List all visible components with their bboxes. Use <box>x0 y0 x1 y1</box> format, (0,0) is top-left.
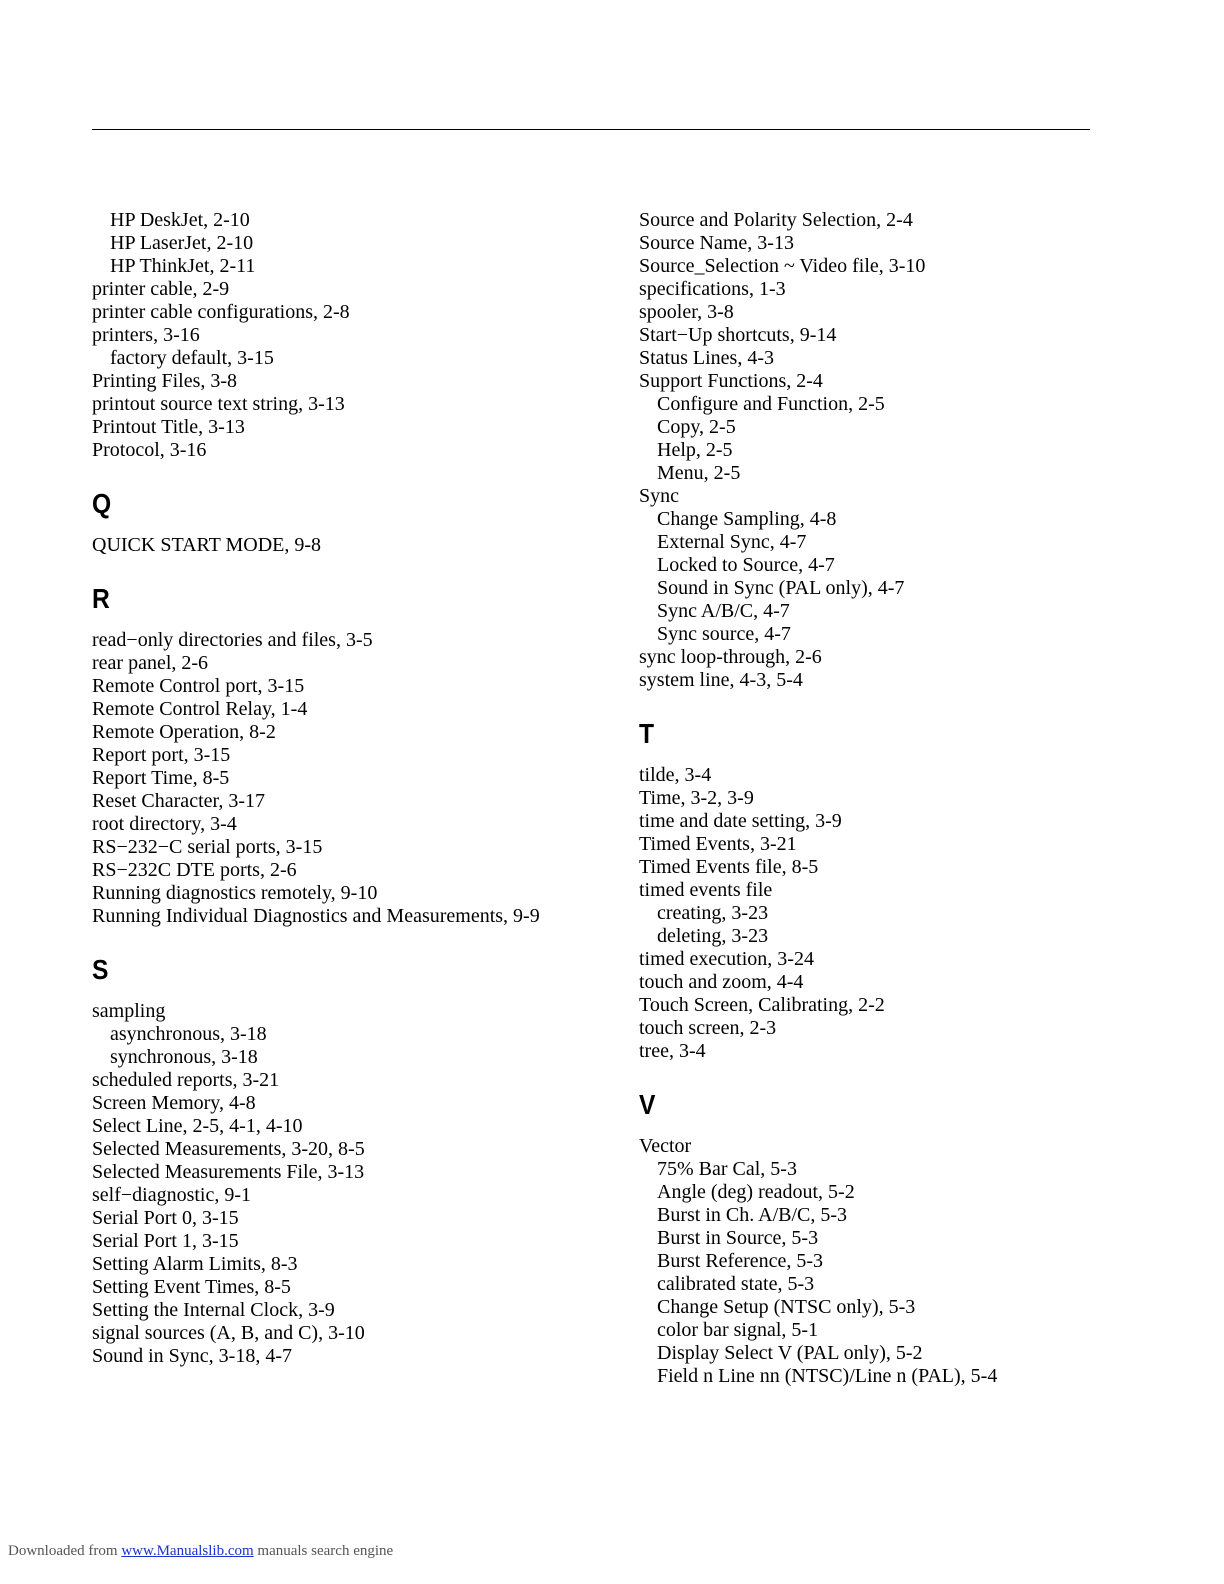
index-subentry: creating, 3-23 <box>657 902 769 924</box>
index-entry: Source Name, 3-13 <box>639 232 794 254</box>
index-entry: printer cable, 2-9 <box>92 278 230 300</box>
index-entry: Printout Title, 3-13 <box>92 416 245 438</box>
index-entry: signal sources (A, B, and C), 3-10 <box>92 1322 365 1344</box>
section-letter-q: Q <box>92 488 112 519</box>
index-entry: Running Individual Diagnostics and Measurements, 9-9 <box>92 905 540 927</box>
index-entry: Setting Event Times, 8-5 <box>92 1276 291 1298</box>
index-entry: Source_Selection ~ Video file, 3-10 <box>639 255 926 277</box>
index-entry: self−diagnostic, 9-1 <box>92 1184 252 1206</box>
index-subentry: HP LaserJet, 2-10 <box>110 232 254 254</box>
index-entry: Selected Measurements, 3-20, 8-5 <box>92 1138 365 1160</box>
index-entry: Source and Polarity Selection, 2-4 <box>639 209 913 231</box>
index-entry: tilde, 3-4 <box>639 764 712 786</box>
index-entry: specifications, 1-3 <box>639 278 786 300</box>
index-subentry: Change Sampling, 4-8 <box>657 508 837 530</box>
index-subentry: HP DeskJet, 2-10 <box>110 209 250 231</box>
index-subentry: Display Select V (PAL only), 5-2 <box>657 1342 923 1364</box>
index-entry: tree, 3-4 <box>639 1040 706 1062</box>
index-entry: Sync <box>639 485 679 507</box>
index-subentry: Sync A/B/C, 4-7 <box>657 600 790 622</box>
index-entry: Remote Control Relay, 1-4 <box>92 698 308 720</box>
index-subentry: Menu, 2-5 <box>657 462 741 484</box>
index-entry: RS−232C DTE ports, 2-6 <box>92 859 297 881</box>
section-letter-v: V <box>639 1089 656 1120</box>
index-entry: Running diagnostics remotely, 9-10 <box>92 882 378 904</box>
index-entry: Remote Operation, 8-2 <box>92 721 276 743</box>
index-subentry: Sync source, 4-7 <box>657 623 791 645</box>
index-entry: Timed Events file, 8-5 <box>639 856 819 878</box>
index-entry: Serial Port 0, 3-15 <box>92 1207 239 1229</box>
footer-prefix: Downloaded from <box>8 1543 118 1559</box>
index-subentry: factory default, 3-15 <box>110 347 274 369</box>
index-entry: Reset Character, 3-17 <box>92 790 266 812</box>
index-entry: Select Line, 2-5, 4-1, 4-10 <box>92 1115 303 1137</box>
section-letter-t: T <box>639 718 655 749</box>
index-entry: Start−Up shortcuts, 9-14 <box>639 324 837 346</box>
index-subentry: Locked to Source, 4-7 <box>657 554 835 576</box>
index-entry: read−only directories and files, 3-5 <box>92 629 373 651</box>
index-entry: Support Functions, 2-4 <box>639 370 823 392</box>
footer <box>8 1542 393 1560</box>
index-column-right <box>639 209 1109 1388</box>
index-entry: Screen Memory, 4-8 <box>92 1092 256 1114</box>
index-entry: touch and zoom, 4-4 <box>639 971 804 993</box>
index-entry: RS−232−C serial ports, 3-15 <box>92 836 323 858</box>
index-column-left <box>92 209 562 1368</box>
index-entry: sync loop-through, 2-6 <box>639 646 822 668</box>
index-entry: Time, 3-2, 3-9 <box>639 787 754 809</box>
index-entry: sampling <box>92 1000 166 1022</box>
index-entry: Printing Files, 3-8 <box>92 370 238 392</box>
index-subentry: 75% Bar Cal, 5-3 <box>657 1158 797 1180</box>
section-letter-s: S <box>92 954 109 985</box>
index-subentry: Burst in Ch. A/B/C, 5-3 <box>657 1204 848 1226</box>
index-subentry: asynchronous, 3-18 <box>110 1023 267 1045</box>
index-subentry: Sound in Sync (PAL only), 4-7 <box>657 577 905 599</box>
index-entry: Timed Events, 3-21 <box>639 833 797 855</box>
index-entry: Protocol, 3-16 <box>92 439 207 461</box>
index-subentry: Change Setup (NTSC only), 5-3 <box>657 1296 916 1318</box>
index-entry: QUICK START MODE, 9-8 <box>92 534 322 556</box>
index-entry: timed execution, 3-24 <box>639 948 814 970</box>
index-subentry: Field n Line nn (NTSC)/Line n (PAL), 5-4 <box>657 1365 998 1387</box>
index-entry: touch screen, 2-3 <box>639 1017 777 1039</box>
index-subentry: Burst in Source, 5-3 <box>657 1227 819 1249</box>
index-entry: rear panel, 2-6 <box>92 652 209 674</box>
index-entry: Report port, 3-15 <box>92 744 231 766</box>
index-entry: Setting the Internal Clock, 3-9 <box>92 1299 335 1321</box>
index-entry: Touch Screen, Calibrating, 2-2 <box>639 994 885 1016</box>
index-entry: Setting Alarm Limits, 8-3 <box>92 1253 298 1275</box>
index-subentry: Angle (deg) readout, 5-2 <box>657 1181 855 1203</box>
index-entry: spooler, 3-8 <box>639 301 734 323</box>
index-entry: printer cable configurations, 2-8 <box>92 301 350 323</box>
index-entry: timed events file <box>639 879 773 901</box>
index-subentry: calibrated state, 5-3 <box>657 1273 815 1295</box>
index-entry: scheduled reports, 3-21 <box>92 1069 280 1091</box>
index-subentry: Help, 2-5 <box>657 439 733 461</box>
header-rule <box>92 129 1090 130</box>
footer-suffix: manuals search engine <box>257 1543 394 1559</box>
footer-link[interactable]: www.Manualslib.com <box>121 1543 254 1559</box>
index-entry: system line, 4-3, 5-4 <box>639 669 803 691</box>
index-entry: printout source text string, 3-13 <box>92 393 345 415</box>
index-subentry: synchronous, 3-18 <box>110 1046 258 1068</box>
index-entry: time and date setting, 3-9 <box>639 810 842 832</box>
index-subentry: External Sync, 4-7 <box>657 531 807 553</box>
index-entry: root directory, 3-4 <box>92 813 237 835</box>
section-letter-r: R <box>92 583 110 614</box>
index-subentry: Configure and Function, 2-5 <box>657 393 885 415</box>
index-entry: Report Time, 8-5 <box>92 767 230 789</box>
index-entry: Sound in Sync, 3-18, 4-7 <box>92 1345 292 1367</box>
index-entry: Vector <box>639 1135 692 1157</box>
index-subentry: deleting, 3-23 <box>657 925 769 947</box>
index-subentry: Copy, 2-5 <box>657 416 736 438</box>
index-entry: Remote Control port, 3-15 <box>92 675 305 697</box>
index-entry: printers, 3-16 <box>92 324 200 346</box>
index-entry: Serial Port 1, 3-15 <box>92 1230 239 1252</box>
index-subentry: color bar signal, 5-1 <box>657 1319 819 1341</box>
index-entry: Selected Measurements File, 3-13 <box>92 1161 365 1183</box>
index-entry: Status Lines, 4-3 <box>639 347 774 369</box>
index-subentry: HP ThinkJet, 2-11 <box>110 255 256 277</box>
index-subentry: Burst Reference, 5-3 <box>657 1250 824 1272</box>
